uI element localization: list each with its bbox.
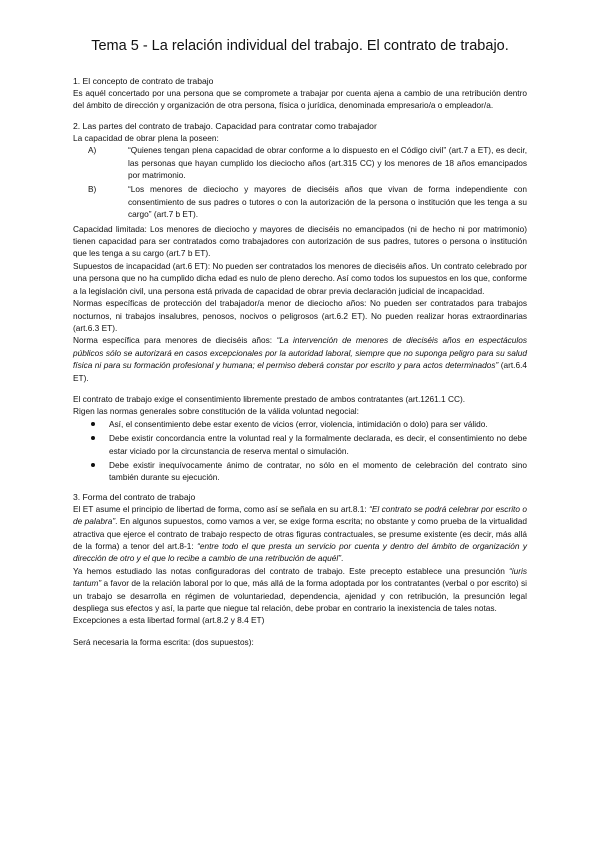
s3-p1-b: . En algunos supuestos, como vamos a ver, se exige forma escrita; no obstante y como prueba de la virtualidad atractiva que ejerce el contrato de trabajo respecto de otras figuras contractuales, se presume existente (es decir, más allá de la forma) a tenor del art.8-1: [73,516,527,551]
section-1-heading: 1. El concepto de contrato de trabajo [73,76,214,86]
section-3-paragraph-3: Excepciones a esta libertad formal (art.8.2 y 8.4 ET) [73,615,265,626]
s3-p1-a: El ET asume el principio de libertad de forma, como así se señala en su art.8.1: [73,503,370,514]
bullet-text: Así, el consentimiento debe estar exento de vicios (error, violencia, intimidación o dolo) para ser válido. [109,418,488,429]
bullet-icon [91,436,95,440]
list-item [73,432,527,457]
section-1-body: Es aquél concertado por una persona que se compromete a trabajar por cuenta ajena a cambio de una retribución dentro del ámbito de dirección y organización de otra persona, física o jurídica, denominada empresario/a o empleador/a. [73,88,527,111]
section-2-intro: La capacidad de obrar plena la poseen: [73,132,219,143]
norma-16-quote: “La intervención de menores de dieciséis años en espectáculos públicos sólo se autorizará en casos excepcionales por la autoridad laboral, siempre que no suponga peligro para su salud física ni para su formación profesional y humana; el permiso deberá constar por escrito y para actos determinados” [73,335,528,371]
s3-p1-c: . [340,553,344,564]
capacity-list [73,144,527,220]
bullet-icon [91,463,95,467]
consent-bullets [73,418,527,484]
bullet-text: Debe existir inequívocamente ánimo de contratar, no sólo en el momento de celebración del contrato sino también durante su ejecución. [109,459,527,483]
norma-16-tail: (art.6.4 ET). [73,360,528,383]
capacity-item-marker: A) [88,145,97,156]
capacity-item-a [73,144,527,181]
bullet-icon [91,422,95,426]
capacidad-limitada-paragraph: Capacidad limitada: Los menores de dieciocho y mayores de dieciséis no emancipados (ni de hecho ni por matrimonio) tienen capacidad para ser contratados como trabajadores con autorización de sus padres, tutores o persona o institución que les tenga a su cargo (art.7 b ET). [73,223,527,259]
capacity-item-text: “Quienes tengan plena capacidad de obrar conforme a lo dispuesto en el Código civil” (art.7 a ET), es decir, las personas que hayan cumplido los dieciocho años (art.315 CC) y los menores de 18 años emancipados por matrimonio. [128,145,527,181]
norma-menores-16-paragraph [73,334,527,384]
consent-section [73,393,527,484]
capacity-item-marker: B) [88,184,97,195]
capacity-item-text: “Los menores de dieciocho y mayores de dieciséis años que vivan de forma independiente con consentimiento de sus padres o tutores o con la autorización de la persona o institución que les tenga a su cargo” (art.7 b ET). [128,184,527,220]
section-3 [73,492,527,648]
s3-p1-quote-2: “entre todo el que presta un servicio por cuenta y dentro del ámbito de organización y dirección de otro y el que lo recibe a cambio de una retribución de aquél” [73,541,527,564]
section-2-heading: 2. Las partes del contrato de trabajo. Capacidad para contratar como trabajador [73,120,377,131]
consent-line-1: El contrato de trabajo exige el consentimiento libremente prestado de ambos contratantes (art.1261.1 CC). [73,393,466,404]
normas-proteccion-paragraph: Normas específicas de protección del trabajador/a menor de dieciocho años: No pueden ser contratados para trabajos nocturnos, ni trabajos insalubres, penosos, nocivos o peligrosos (art.6.2 ET). No pueden realizar horas extraordinarias (art.6.3 ET). [73,298,527,333]
section-3-paragraph-4: Será necesaria la forma escrita: (dos supuestos): [73,636,254,647]
s3-p1-quote-1: “El contrato se podrá celebrar por escrito o de palabra” [73,503,527,527]
document-title: Tema 5 - La relación individual del trabajo. El contrato de trabajo. [91,38,509,54]
bullet-text: Debe existir concordancia entre la voluntad real y la formalmente declarada, es decir, el consentimiento no debe estar viciado por la circunstancia de reserva mental o simulación. [109,433,527,456]
section-1 [73,76,527,112]
s3-p2-b: a favor de la relación laboral por lo que, más allá de la forma adoptada por los contratantes (verbal o por escrito) si un trabajo se desarrolla en régimen de voluntariedad, dependencia, ajenidad y con retribución, la presunción legal despliega sus efectos y así, la parte que niegue tal relación, debe probar en contrario la inexistencia de tales notas. [73,578,527,614]
s3-p2-quote: “iuris tantum” [73,565,527,589]
section-3-paragraph-1 [73,503,527,565]
capacity-item-b [73,183,527,220]
section-3-heading: 3. Forma del contrato de trabajo [73,491,196,502]
section-2 [73,121,527,384]
norma-16-lead: Norma específica para menores de dieciséis años: [73,335,277,346]
incapacidad-paragraph: Supuestos de incapacidad (art.6 ET): No pueden ser contratados los menores de dieciséis años. Un contrato celebrado por una persona que no ha cumplido dicha edad es nulo de pleno derecho. Así como todos los supuestos en los que, conforme a la legislación civil, una persona está privada de capacidad de obrar previa declaración judicial de incapacidad. [73,260,527,296]
list-item [73,418,527,430]
section-3-paragraph-2 [73,565,527,615]
list-item [73,459,527,484]
s3-p2-a: Ya hemos estudiado las notas configuradoras del contrato de trabajo. Este precepto establece una presunción [73,565,510,576]
consent-line-2: Rigen las normas generales sobre constitución de la válida voluntad negocial: [73,406,359,417]
